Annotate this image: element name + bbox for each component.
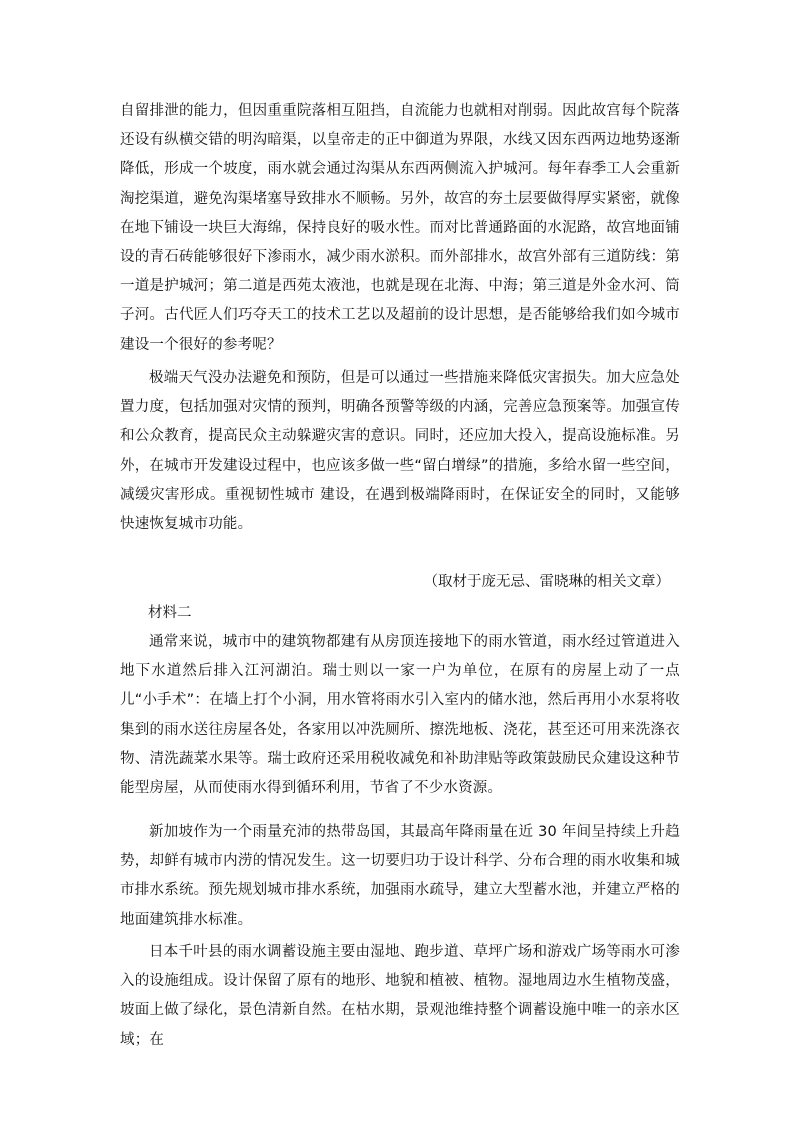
paragraph-switzerland: 通常来说，城市中的建筑物都建有从房顶连接地下的雨水管道，雨水经过管道进入地下水道然后排入江河湖泊。瑞士则以一家一户为单位，在原有的房屋上动了一点儿“小手术”：在墙上打个小洞，用水管将雨水引入室内的储水池，然后再用小水泵将收集到的雨水送往房屋各处，各家用以冲洗厕所、擦洗地板、浇花，甚至还可用来洗涤衣物、清洗蔬菜水果等。瑞士政府还采用税收减免和补助津贴等政策鼓励民众建设这种节能型房屋，从而使雨水得到循环利用，节省了不少水资源。 xyxy=(120,634,680,797)
paragraph-disaster-prevention: 极端天气没办法避免和预防，但是可以通过一些措施来降低灾害损失。加大应急处置力度，包括加强对灾情的预判，明确各预警等级的内涵，完善应急预案等。加强宣传和公众教育，提高民众主动躲避灾害的意识。同时，还应加大投入，提高设施标准。另外，在城市开发建设过程中，也应该多做一些“留白增绿”的措施，多给水留一些空间，减缓灾害形成。重视韧性城市 建设，在遇到极端降雨时，在保证安全的同时，又能够快速恢复城市功能。 xyxy=(120,370,680,533)
paragraph-chiba: 日本千叶县的雨水调蓄设施主要由湿地、跑步道、草坪广场和游戏广场等雨水可渗入的设施组成。设计保留了原有的地形、地貌和植被、植物。湿地周边水生植物茂盛，坡面上做了绿化，景色清新自然。在枯水期，景观池维持整个调蓄设施中唯一的亲水区域；在 xyxy=(120,944,680,1048)
paragraph-singapore: 新加坡作为一个雨量充沛的热带岛国，其最高年降雨量在近 30 年间呈持续上升趋势，却鲜有城市内涝的情况发生。这一切要归功于设计科学、分布合理的雨水收集和城市排水系统。预先规划城市排水系统，加强雨水疏导，建立大型蓄水池，并建立严格的地面建筑排水标准。 xyxy=(120,824,680,928)
paragraph-palace-drainage: 自留排泄的能力，但因重重院落相互阻挡，自流能力也就相对削弱。因此故宫每个院落还设有纵横交错的明沟暗渠，以皇帝走的正中御道为界限，水线又因东西两边地势逐渐降低，形成一个坡度，雨水就会通过沟渠从东西两侧流入护城河。每年春季工人会重新淘挖渠道，避免沟渠堵塞导致排水不顺畅。另外，故宫的夯土层要做得厚实紧密，就像在地下铺设一块巨大海绵，保持良好的吸水性。而对比普通路面的水泥路，故宫地面铺设的青石砖能够很好下渗雨水，减少雨水淤积。而外部排水，故宫外部有三道防线：第一道是护城河；第二道是西苑太液池，也就是现在北海、中海；第三道是外金水河、筒子河。古代匠人们巧夺天工的技术工艺以及超前的设计思想，是否能够给我们如今城市建设一个很好的参考呢？ xyxy=(120,103,680,353)
material-two-heading: 材料二 xyxy=(148,605,192,621)
source-citation: （取材于庞无忌、雷晓琳的相关文章） xyxy=(423,574,670,590)
